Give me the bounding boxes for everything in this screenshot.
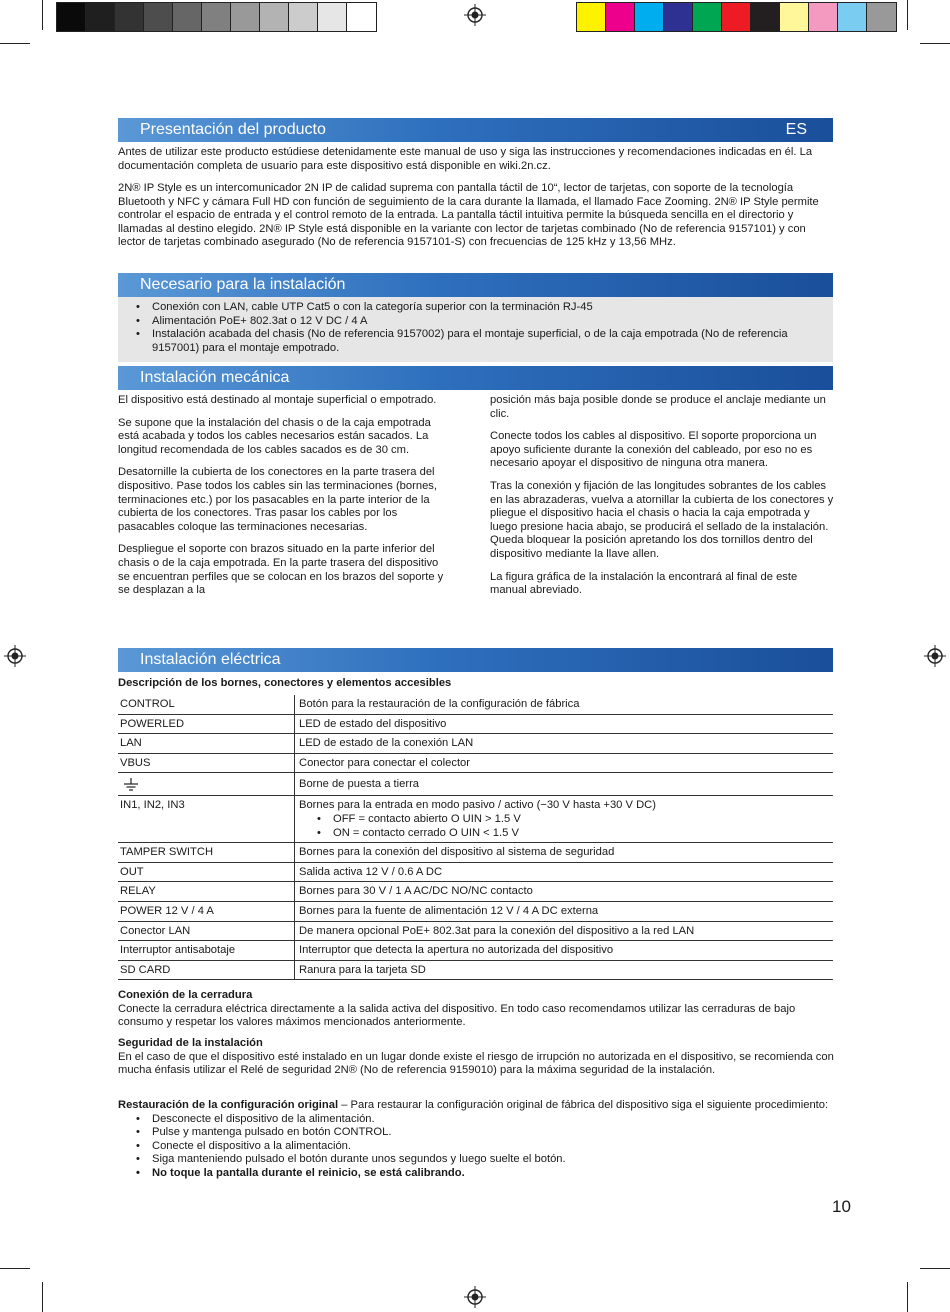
registration-mark-icon [464, 4, 486, 26]
color-swatch [809, 3, 838, 31]
security-block [118, 1037, 834, 1078]
term-key: TAMPER SWITCH [118, 843, 295, 863]
term-key: VBUS [118, 753, 295, 773]
table-row [118, 862, 833, 882]
color-swatch [289, 3, 318, 31]
intro-paragraph: 2N® IP Style es un intercomunicador 2N IP de calidad suprema con pantalla táctil de 10“, lector de tarjetas, con soporte de la tecnología Bluetooth y NFC y cámara Full HD con función de seguimiento de la cara durante la llamada, el llamado Face Zooming. 2N® IP Style permite controlar el espacio de entrada y el control remoto de la entrada. La pantalla táctil intuitiva permite la búsqueda sencilla en el directorio y llamadas al destino elegido. 2N® IP Style está disponible en la variante con lector de tarjetas combinado (No de referencia 9157101) y con lector de tarjetas combinado asegurado (No de referencia 9157101-S) con frecuencias de 125 kHz y 13,56 MHz. [118, 182, 819, 249]
crop-mark [0, 1268, 30, 1269]
term-value: Borne de puesta a tierra [295, 773, 834, 796]
required-list [118, 301, 833, 355]
term-key: POWER 12 V / 4 A [118, 901, 295, 921]
paragraph: El dispositivo está destinado al montaje superficial o empotrado. [118, 394, 437, 406]
color-swatch [693, 3, 722, 31]
term-value: LED de estado del dispositivo [295, 714, 834, 734]
term-value: Ranura para la tarjeta SD [295, 960, 834, 980]
color-swatch [722, 3, 751, 31]
list-item: • Desconecte el dispositivo de la alimentación. [118, 1113, 834, 1127]
term-key: CONTROL [118, 695, 295, 714]
restore-steps-list [118, 1113, 834, 1181]
paragraph: Conecte todos los cables al dispositivo. El soporte proporciona un apoyo suficiente durante la conexión del cableado, por eso no es necesario apoyar el dispositivo de ninguna otra manera. [490, 430, 817, 470]
term-value: Interruptor que detecta la apertura no autorizada del dispositivo [295, 941, 834, 961]
list-item: • Conexión con LAN, cable UTP Cat5 o con la categoría superior con la terminación RJ-45 [118, 301, 833, 315]
term-key: Conector LAN [118, 921, 295, 941]
paragraph: Se supone que la instalación del chasis o de la caja empotrada está acabada y todos los cables necesarios están sacados. La longitud recomendada de los cables sacados es de 30 cm. [118, 416, 431, 456]
table-row [118, 714, 833, 734]
crop-mark [907, 0, 908, 30]
list-item: • Instalación acabada del chasis (No de referencia 9157002) para el montaje superficial, o de la caja empotrada (No de referencia 9157001) para el montaje empotrado. [118, 328, 833, 355]
section-header-electrical [118, 648, 833, 672]
list-item: • Pulse y mantenga pulsado en botón CONTROL. [118, 1126, 834, 1140]
paragraph: La figura gráfica de la instalación la encontrará al final de este manual abreviado. [490, 570, 798, 597]
term-key: SD CARD [118, 960, 295, 980]
color-swatch [577, 3, 606, 31]
paragraph: Despliegue el soporte con brazos situado en la parte inferior del chasis o de la caja empotrada. En la parte trasera del dispositivo se encuentran perfiles que se colocan en los brazos del soporte y se desplazan a la [118, 543, 444, 597]
subheading: Conexión de la cerradura [118, 989, 253, 1001]
crop-mark [42, 1282, 43, 1312]
term-value: LED de estado de la conexión LAN [295, 734, 834, 754]
restore-intro [118, 1099, 834, 1113]
list-item: • Alimentación PoE+ 802.3at o 12 V DC / 4 A [118, 315, 833, 329]
color-swatch [260, 3, 289, 31]
paragraph: En el caso de que el dispositivo esté instalado en un lugar donde existe el riesgo de irrupción no autorizada en el dispositivo, se recomienda con mucha énfasis utilizar el Relé de seguridad 2N® (No de referencia 9159010) para la máxima seguridad de la instalación. [118, 1050, 834, 1077]
color-swatch [318, 3, 347, 31]
crop-mark [920, 1268, 950, 1269]
page-number: 10 [832, 1197, 851, 1216]
section-header-required [118, 273, 833, 297]
color-swatch [780, 3, 809, 31]
table-row [118, 882, 833, 902]
table-row [118, 960, 833, 980]
color-swatch [231, 3, 260, 31]
color-swatch [115, 3, 144, 31]
section-title: Instalación mecánica [140, 369, 290, 386]
color-swatch [347, 3, 376, 31]
term-value: Salida activa 12 V / 0.6 A DC [295, 862, 834, 882]
crop-mark [907, 1282, 908, 1312]
section-title: Instalación eléctrica [140, 651, 281, 668]
list-item-warning: • No toque la pantalla durante el reinicio, se está calibrando. [118, 1167, 834, 1181]
color-swatch [751, 3, 780, 31]
color-swatch [202, 3, 231, 31]
list-item: • Siga manteniendo pulsado el botón durante unos segundos y luego suelte el botón. [118, 1153, 834, 1167]
paragraph: posición más baja posible donde se produce el anclaje mediante un clic. [490, 394, 826, 420]
terminals-table [118, 695, 833, 980]
paragraph: – Para restaurar la configuración original de fábrica del dispositivo siga el siguiente procedimiento: [338, 1099, 829, 1111]
table-row [118, 695, 833, 714]
paragraph: Conecte la cerradura eléctrica directamente a la salida activa del dispositivo. En todo caso recomendamos utilizar las cerraduras de bajo consumo y respetar los valores máximos mencionados anteriormente. [118, 1002, 796, 1029]
list-item: • ON = contacto cerrado O UIN < 1.5 V [299, 827, 831, 841]
term-key: LAN [118, 734, 295, 754]
table-row [118, 843, 833, 863]
table-row [118, 734, 833, 754]
mechanical-right-column [490, 394, 834, 607]
section-header-intro [118, 118, 833, 142]
paragraph: Desatornille la cubierta de los conectores en la parte trasera del dispositivo. Pase todos los cables sin las terminaciones (bornes, terminaciones etc.) por los pasacables en la parte interior de la cubierta de los conectores. Tras pasar los cables por los pasacables coloque las terminaciones necesarias. [118, 466, 438, 533]
term-value: Bornes para la fuente de alimentación 12 V / 4 A DC externa [295, 901, 834, 921]
term-value [295, 796, 834, 843]
crop-mark [0, 43, 30, 44]
term-key: POWERLED [118, 714, 295, 734]
section-title: Necesario para la instalación [140, 276, 346, 293]
term-value-text: Bornes para la entrada en modo pasivo / activo (−30 V hasta +30 V DC) [299, 799, 656, 812]
term-key: IN1, IN2, IN3 [118, 796, 295, 843]
term-value: Botón para la restauración de la configuración de fábrica [295, 695, 834, 714]
language-tag: ES [785, 121, 807, 138]
table-row [118, 796, 833, 843]
ground-icon [123, 778, 139, 792]
lock-connection-block [118, 989, 834, 1030]
term-value: Bornes para 30 V / 1 A AC/DC NO/NC contacto [295, 882, 834, 902]
restore-block [118, 1099, 834, 1181]
table-row [118, 773, 833, 796]
color-swatch [173, 3, 202, 31]
table-row [118, 941, 833, 961]
term-value: De manera opcional PoE+ 802.3at para la conexión del dispositivo a la red LAN [295, 921, 834, 941]
color-swatch [86, 3, 115, 31]
term-value: Conector para conectar el colector [295, 753, 834, 773]
table-row [118, 901, 833, 921]
color-swatch [144, 3, 173, 31]
term-key: Interruptor antisabotaje [118, 941, 295, 961]
table-row [118, 753, 833, 773]
crop-mark [42, 0, 43, 30]
subheading: Restauración de la configuración original [118, 1099, 339, 1111]
list-item: • Conecte el dispositivo a la alimentación. [118, 1140, 834, 1154]
section-title: Presentación del producto [140, 121, 326, 138]
color-swatch-bar [576, 2, 897, 32]
registration-mark-icon [464, 1286, 486, 1308]
term-sub-list [299, 813, 831, 840]
term-key [118, 773, 295, 796]
color-swatch [606, 3, 635, 31]
color-swatch [57, 3, 86, 31]
crop-mark [920, 43, 950, 44]
intro-paragraph: Antes de utilizar este producto estúdiese detenidamente este manual de uso y siga las instrucciones y recomendaciones indicadas en él. La documentación completa de usuario para este dispositivo está disponible en wiki.2n.cz. [118, 146, 813, 172]
section-header-mechanical [118, 366, 833, 390]
registration-mark-icon [4, 645, 26, 667]
gray-swatch-bar [56, 2, 377, 32]
table-heading: Descripción de los bornes, conectores y elementos accesibles [118, 677, 452, 689]
color-swatch [838, 3, 867, 31]
color-swatch [867, 3, 896, 31]
color-swatch [664, 3, 693, 31]
term-key: OUT [118, 862, 295, 882]
list-item: • OFF = contacto abierto O UIN > 1.5 V [299, 813, 831, 827]
term-value: Bornes para la conexión del dispositivo al sistema de seguridad [295, 843, 834, 863]
table-row [118, 921, 833, 941]
mechanical-left-column [118, 394, 448, 607]
required-box [118, 297, 833, 362]
term-key: RELAY [118, 882, 295, 902]
paragraph: Tras la conexión y fijación de las longitudes sobrantes de los cables en las abrazaderas, vuelva a atornillar la cubierta de los conectores y pliegue el dispositivo hacia el chasis o hacia la caja empotrada y luego presione hacia abajo, se producirá el sellado de la instalación. Queda bloquear la posición apretando los dos tornillos dentro del dispositivo mediante la llave allen. [490, 479, 834, 560]
color-swatch [635, 3, 664, 31]
subheading: Seguridad de la instalación [118, 1037, 263, 1049]
registration-mark-icon [924, 645, 946, 667]
